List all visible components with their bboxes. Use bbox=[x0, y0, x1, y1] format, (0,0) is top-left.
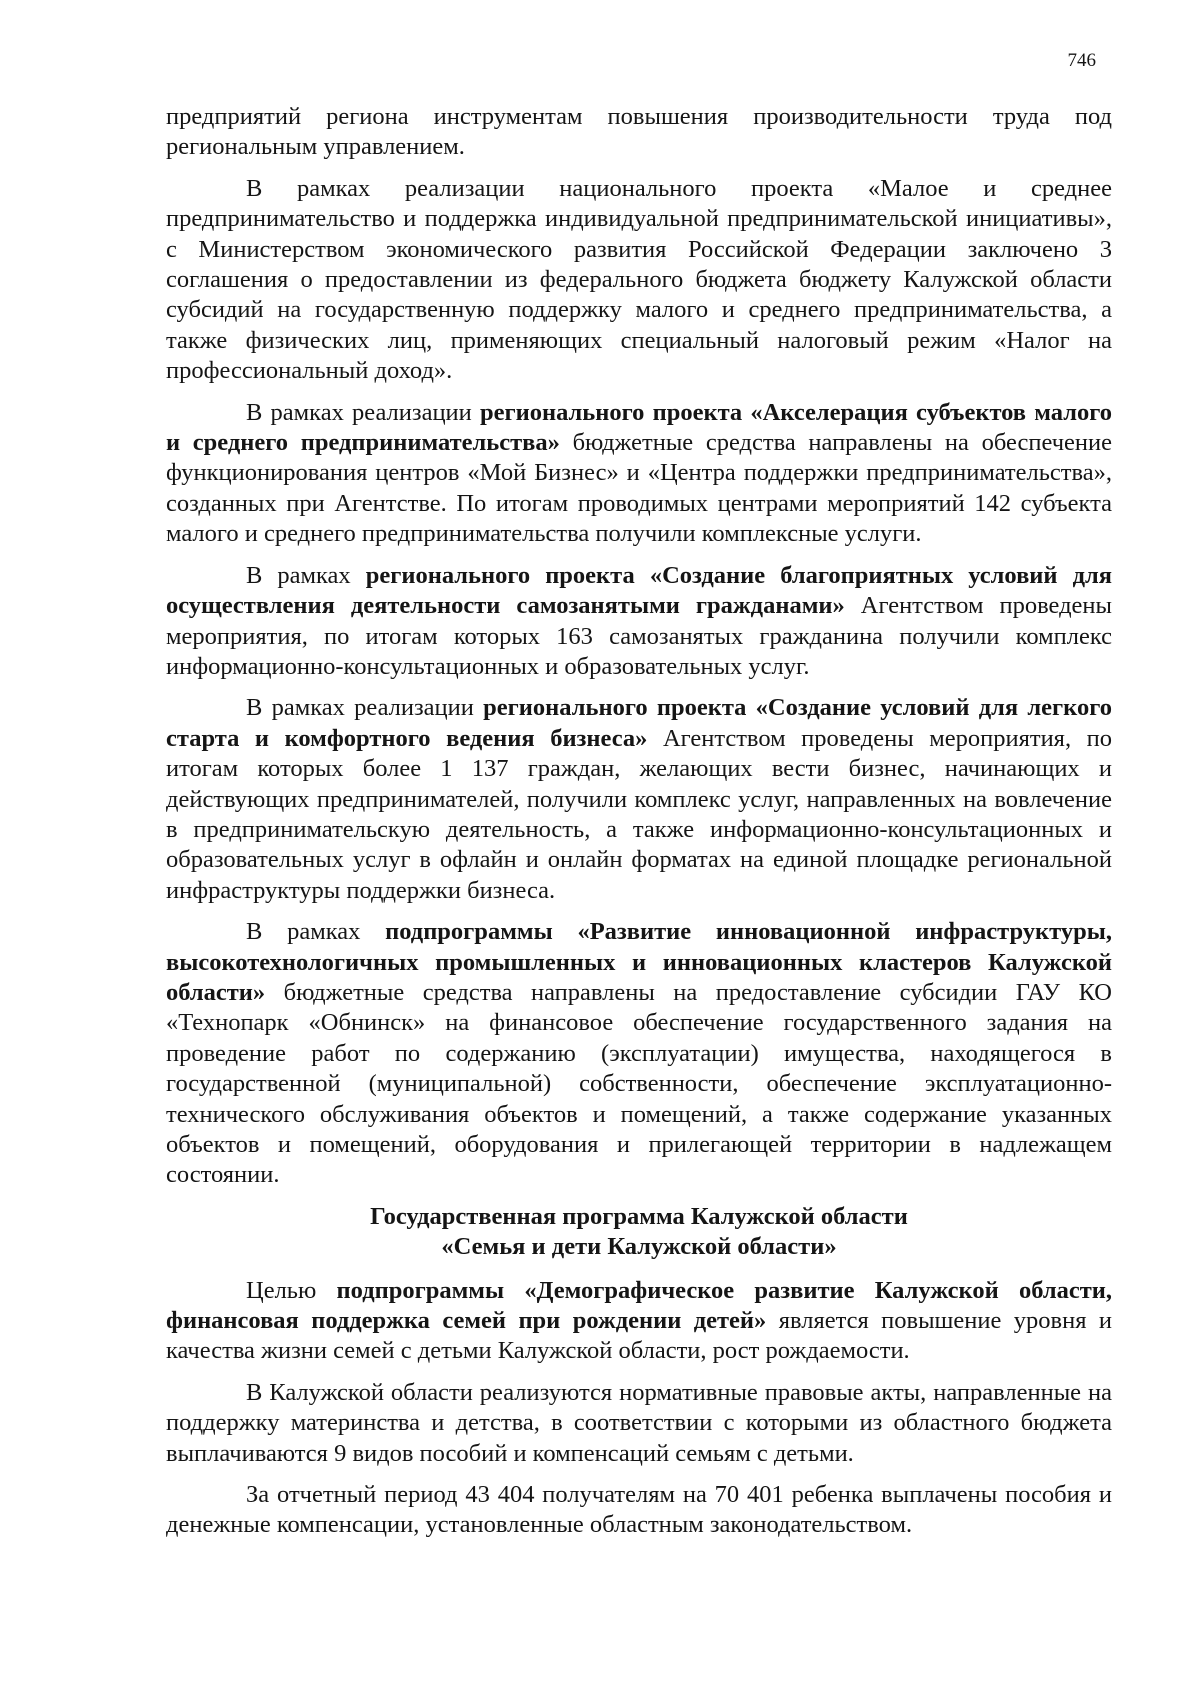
text-run: В рамках реализации национального проекта «Малое и среднее предпринимательство и поддержка индивидуальной предпринимательской инициативы», с Министерством экономического развития Российской Федерации заключено 3 соглашения о предоставлении из федерального бюджета бюджету Калужской области субсидий на государственную поддержку малого и среднего предпринимательства, а также физических лиц, применяющих специальный налоговый режим «Налог на профессиональный доход». bbox=[166, 174, 1112, 385]
bold-text: регионального проекта «Создание благоприятных условий для осуществления деятельности самозанятыми гражданами» bbox=[166, 561, 1112, 620]
bold-text: подпрограммы «Демографическое развитие Калужской области, финансовая поддержка семей при рождении детей» bbox=[166, 1276, 1112, 1335]
page-number: 746 bbox=[1067, 50, 1096, 71]
text-run: В рамках bbox=[246, 561, 366, 589]
paragraph bbox=[166, 1276, 1112, 1367]
text-run: Агентством проведены мероприятия, по итогам которых 163 самозанятых гражданина получили комплекс информационно-консультационных и образовательных услуг. bbox=[166, 592, 1112, 680]
paragraph bbox=[166, 561, 1112, 683]
paragraphs-after-heading bbox=[166, 1276, 1112, 1541]
text-run: Агентством проведены мероприятия, по итогам которых более 1 137 граждан, желающих вести бизнес, начинающих и действующих предпринимателей, получили комплекс услуг, направленных на вовлечение в предпринимательскую деятельность, а также информационно-консультационных и образовательных услуг в офлайн и онлайн форматах на единой площадке региональной инфраструктуры поддержки бизнеса. bbox=[166, 724, 1113, 904]
paragraph bbox=[166, 102, 1112, 163]
paragraph bbox=[166, 1378, 1112, 1469]
paragraphs-before-heading bbox=[166, 102, 1112, 1191]
paragraph bbox=[166, 174, 1112, 387]
text-run: бюджетные средства направлены на обеспечение функционирования центров «Мой Бизнес» и «Центра поддержки предпринимательства», созданных при Агентстве. По итогам проводимых центрами мероприятий 142 субъекта малого и среднего предпринимательства получили комплексные услуги. bbox=[166, 429, 1113, 548]
paragraph bbox=[166, 693, 1112, 906]
document-body bbox=[166, 102, 1112, 1552]
paragraph bbox=[166, 917, 1112, 1191]
text-run: является повышение уровня и качества жизни семей с детьми Калужской области, рост рождаемости. bbox=[166, 1307, 1112, 1365]
text-run: В рамках реализации bbox=[246, 398, 480, 426]
bold-text: подпрограммы «Развитие инновационной инфраструктуры, высокотехнологичных промышленных и инновационных кластеров Калужской области» bbox=[166, 918, 1112, 1006]
text-run: За отчетный период 43 404 получателям на 70 401 ребенка выплачены пособия и денежные компенсации, установленные областным законодательством. bbox=[166, 1481, 1112, 1539]
paragraph bbox=[166, 398, 1112, 550]
text-run: В Калужской области реализуются нормативные правовые акты, направленные на поддержку материнства и детства, в соответствии с которыми из областного бюджета выплачиваются 9 видов пособий и компенсаций семьям с детьми. bbox=[166, 1378, 1112, 1467]
bold-text: регионального проекта «Акселерация субъектов малого и среднего предпринимательства» bbox=[166, 398, 1112, 457]
text-run: бюджетные средства направлены на предоставление субсидии ГАУ КО «Технопарк «Обнинск» на финансовое обеспечение государственного задания на проведение работ по содержанию (эксплуатации) имущества, находящегося в государственной (муниципальной) собственности, обеспечение эксплуатационно-технического обслуживания объектов и помещений, а также содержание указанных объектов и помещений, оборудования и прилегающей территории в надлежащем состоянии. bbox=[166, 978, 1112, 1189]
text-run: Целью bbox=[246, 1276, 337, 1304]
text-run: В рамках bbox=[246, 918, 386, 946]
text-run: В рамках реализации bbox=[246, 694, 484, 722]
text-run: предприятий региона инструментам повышения производительности труда под региональным управлением. bbox=[166, 103, 1112, 161]
section-heading-line1: Государственная программа Калужской области bbox=[370, 1202, 908, 1230]
bold-text: регионального проекта «Создание условий для легкого старта и комфортного ведения бизнеса» bbox=[166, 694, 1112, 752]
section-heading-line2: «Семья и дети Калужской области» bbox=[441, 1233, 837, 1261]
section-heading bbox=[166, 1202, 1112, 1263]
paragraph bbox=[166, 1480, 1112, 1541]
